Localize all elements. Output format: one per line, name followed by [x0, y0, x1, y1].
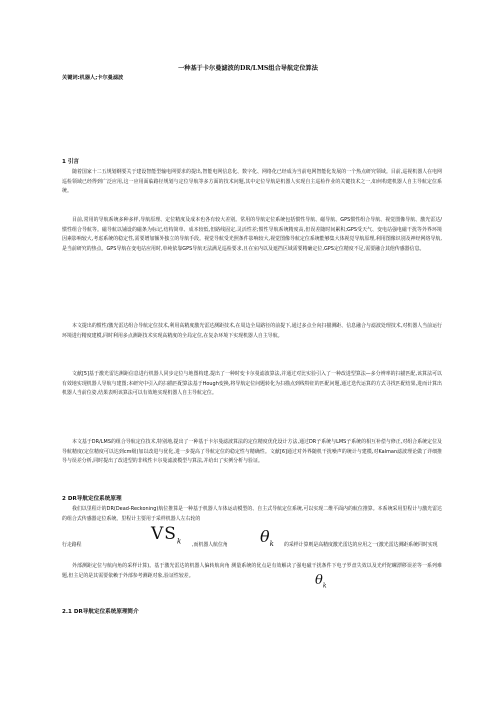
section-heading-dr: 2 DR导航定位系统原理 [62, 496, 122, 502]
dr-paragraph-2: 外部测距定位与航向角的采样计算)。基于激光雷达的机器人偏转航向角 测量系统的优点是有效解决了强电磁干扰条件下电子罗盘失效以及光纤陀螺漂移误差等一系列难题,但主足的是其需要依赖于外部参考测距对象,验证性较差。 [62, 563, 442, 579]
formula-text-heading: ,而机器人航位角 [192, 542, 228, 548]
intro-paragraph-3: 本文提出的惯性/激光雷达组合导航定位技术,利用高精度激光雷达测距技术,在周边全局路径的前提下,通过多点全向扫描测距、信息融合与滤波处理技术,对机器人当前运行环境进行精度建模,同时利用多点测距技术实现高精度的全局定位,在复杂环境下实现机器人自主导航。 [62, 323, 442, 339]
dr-paragraph-1: 我们以里程计的DR(Dead-Reckoning)航位推算是一种基于机器人车体运动模型的、自主式导航定位系统,可以实现二维平面内的航位推算。本系统采用里程计与激光雷达的组合式传感器定位系统。里程计主要用于采样机器人左右轮的 [62, 506, 442, 522]
intro-paragraph-2: 目前,常用的导航系统多种多样,导航原理、定位精度及成本也各有较大差别。常用的导航定位系统包括惯性导航、磁导航、GPS惯性组合导航、视觉图像导航、激光雷达/惯性组合导航等。磁导航以铺设的磁条为标记,结构简单、成本较低,但路线固定,灵活性差;惯性导航系统精度高,但误差随时间累积;GPS受天气、变电站强电磁干扰等外界环境因素影响较大,考虑系统的稳定性,需要增加额外独立的导航手段。视觉导航受光照条件影响较大,视觉图像导航定位系统能够集大体视觉导航原理,利用图像识别及神经网络导航,是当前研究的热点。GPS导航在变电站应用时,单纯依靠GPS导航无法满足巡检要求,且在室内以及遮挡区域需要精确定位,GPS定位精度不足,需要融合其他传感器信息。 [62, 217, 442, 252]
section-heading-dr-intro: 2.1 DR导航定位系统原理简介 [62, 609, 139, 615]
intro-paragraph-4: 文献[5]基于激光雷达测距信息进行机器人同步定位与地图构建,提出了一种时变卡尔曼滤波算法,并通过对比实验引入了一种改进型算法—多分辨率的扫描匹配,该算法可以有效地实现机器人导航与建图;本研究中引入的扫描匹配算法基于Hough变换,将导航定位问题转化为扫描点到线特征的匹配问题,通过迭代运算的方式寻找匹配结果,进而计算出机器人当前位姿,结果表明该算法可以有效地实现机器人自主导航定位。 [62, 371, 442, 397]
theta-main: θ [260, 527, 270, 546]
vs-main: VS [151, 524, 177, 544]
formula-text-distance: 行走路程 [62, 542, 82, 548]
vs-subscript: k [176, 537, 183, 546]
formula-text-laser: 的采样计算则是高精度激光雷达的应用之一(激光雷达测距系统同时实现 [284, 542, 438, 548]
keywords-line: 关键词:机器人;卡尔曼滤波 [62, 75, 124, 81]
vs-symbol [151, 524, 182, 545]
theta-symbol [260, 527, 274, 548]
intro-paragraph-1: 随着国家十二五规划纲要关于建设智能型输电网要求的提出,智能电网信息化、数字化、网络化已经成为当前电网智能化发展的一个热点研究领域。目前,巡视机器人在电网巡检领域已经得到广泛应用,这一应用面临路径规划与定位导航等多方面的技术问题,其中定位导航是机器人实现自主巡检作业的关键技术之一,如何构建机器人自主导航定位系统。 [62, 169, 442, 195]
theta-subscript: k [269, 540, 274, 549]
theta-symbol-inline [315, 573, 326, 590]
intro-paragraph-5: 本文基于DR/LMS的组合导航定位技术,特别地,提出了一种基于卡尔曼滤波算法的定位精度优化设计方法,通过DR子系统与LMS子系统的相互补偿与修正,对组合系统定位及导航精度(定位精度可以达到cm级)加以改进与优化,进一步提高了导航定位的稳定性与精确性。文献[6]通过对外界随机干扰噪声的统计与建模,对Kalman滤波理论做了详细推导与误差分析,同时提出了改进型的非线性卡尔曼滤波模型与算法,并给出了实例分析与验证。 [62, 439, 442, 465]
paper-title: 一种基于卡尔曼滤波的DR/LMS组合导航定位算法 [178, 65, 318, 72]
theta-inline-main: θ [315, 573, 323, 588]
section-heading-intro: 1 引言 [62, 159, 80, 165]
theta-inline-subscript: k [322, 582, 327, 590]
formula-row [62, 524, 442, 554]
